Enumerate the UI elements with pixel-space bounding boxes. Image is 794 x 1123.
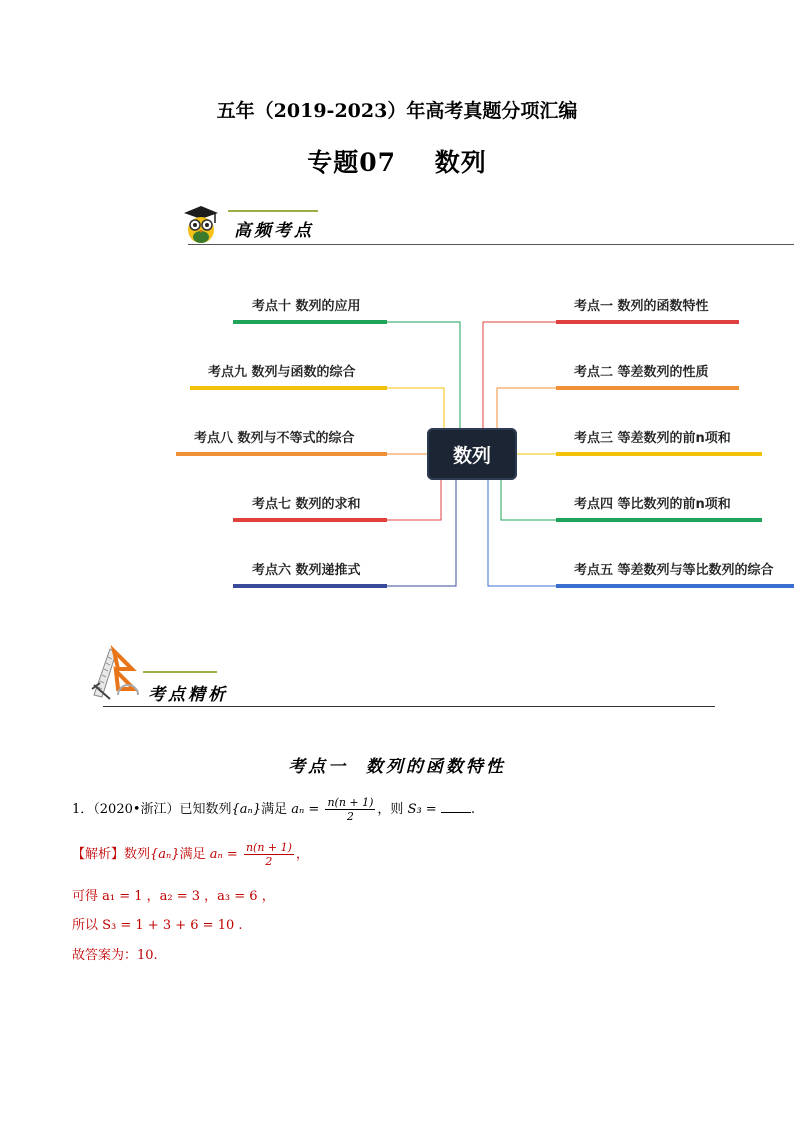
connector-left-4 bbox=[387, 480, 441, 520]
connector-right-1 bbox=[483, 322, 556, 428]
analysis-underline bbox=[103, 706, 715, 707]
connector-right-4 bbox=[501, 480, 556, 520]
mindmap-left-bar-2 bbox=[190, 386, 387, 390]
mindmap-right-bar-2 bbox=[556, 386, 739, 390]
mindmap-right-bar-1 bbox=[556, 320, 739, 324]
sol-fraction bbox=[244, 841, 294, 868]
connector-right-5 bbox=[488, 480, 556, 586]
mindmap-right-label-3: 考点三 等差数列的前n项和 bbox=[574, 431, 731, 446]
mindmap-right-label-5: 考点五 等差数列与等比数列的综合 bbox=[574, 563, 774, 578]
high-freq-label: 高频考点 bbox=[234, 221, 314, 241]
sol-an: aₙ = bbox=[209, 847, 238, 862]
q1-fraction bbox=[325, 796, 375, 823]
ruler-compass-icon bbox=[88, 645, 140, 701]
mindmap-left-label-2: 考点九 数列与函数的综合 bbox=[208, 365, 356, 380]
connector-left-2 bbox=[387, 388, 444, 428]
solution-line-4: 故答案为：10. bbox=[72, 948, 158, 963]
mindmap-left-label-1: 考点十 数列的应用 bbox=[252, 299, 361, 314]
q1-frac-den: 2 bbox=[346, 810, 354, 823]
mindmap-left-label-3: 考点八 数列与不等式的综合 bbox=[194, 431, 355, 446]
solution-line-1 bbox=[72, 841, 309, 868]
mindmap-right-label-4: 考点四 等比数列的前n项和 bbox=[574, 497, 731, 512]
mindmap-center-node: 数列 bbox=[427, 428, 517, 480]
q1-frac-num: n(n + 1) bbox=[327, 796, 374, 809]
mindmap-right-bar-3 bbox=[556, 452, 762, 456]
connector-left-5 bbox=[387, 480, 456, 586]
q1-end: . bbox=[470, 802, 475, 817]
sol-text2: 满足 bbox=[179, 847, 206, 862]
q1-then: ，则 bbox=[377, 802, 404, 817]
sol-text1: 数列 bbox=[124, 847, 151, 862]
document-header-title: 五年（2019-2023）年高考真题分项汇编 bbox=[216, 100, 578, 122]
analysis-header-bar bbox=[143, 671, 217, 673]
solution-line-2: 可得 a₁ = 1 ，a₂ = 3 ，a₃ = 6 ， bbox=[72, 889, 275, 904]
mindmap-right-bar-4 bbox=[556, 518, 762, 522]
mindmap-left-bar-5 bbox=[233, 584, 387, 588]
connector-left-1 bbox=[387, 322, 460, 428]
question-1 bbox=[72, 796, 475, 823]
solution-tag: 【解析】 bbox=[72, 847, 125, 862]
q1-prefix: 1．（2020•浙江）已知数列 bbox=[72, 802, 232, 817]
mindmap-left-bar-3 bbox=[176, 452, 387, 456]
sol-sequence: {aₙ} bbox=[150, 847, 180, 862]
solution-line-3: 所以 S₃ = 1 + 3 + 6 = 10 . bbox=[72, 918, 243, 933]
mindmap-left-label-4: 考点七 数列的求和 bbox=[252, 497, 361, 512]
mindmap-right-label-1: 考点一 数列的函数特性 bbox=[574, 299, 709, 314]
analysis-label: 考点精析 bbox=[148, 685, 228, 705]
kp1-heading: 考点一 数列的函数特性 bbox=[288, 757, 506, 777]
topic-title-text: 专题07 数列 bbox=[307, 148, 487, 177]
sol-comma: ， bbox=[295, 847, 309, 862]
mindmap-left-bar-4 bbox=[233, 518, 387, 522]
q1-s3: S₃ = bbox=[407, 802, 437, 817]
mindmap-left-label-5: 考点六 数列递推式 bbox=[252, 563, 361, 578]
sol-frac-num: n(n + 1) bbox=[245, 841, 292, 854]
mindmap-right-label-2: 考点二 等差数列的性质 bbox=[574, 365, 709, 380]
q1-answer-blank bbox=[441, 802, 471, 813]
q1-sequence: {aₙ} bbox=[231, 802, 262, 817]
q1-an: aₙ = bbox=[291, 802, 320, 817]
connector-right-2 bbox=[497, 388, 556, 428]
mindmap-right-bar-5 bbox=[556, 584, 794, 588]
q1-mid: 满足 bbox=[261, 802, 288, 817]
mindmap-left-bar-1 bbox=[233, 320, 387, 324]
sol-frac-den: 2 bbox=[265, 855, 273, 868]
